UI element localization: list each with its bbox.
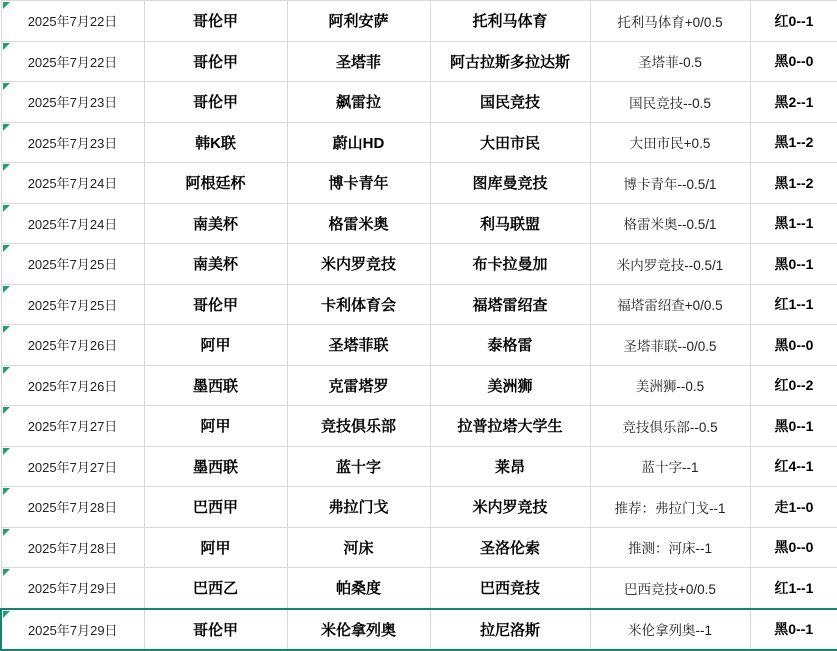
cell-league: 墨西联 — [144, 365, 287, 406]
cell-result: 黑0--1 — [750, 244, 837, 285]
cell-recommendation: 竞技俱乐部--0.5 — [590, 406, 750, 447]
cell-recommendation: 推测：河床--1 — [590, 527, 750, 568]
cell-league: 巴西甲 — [144, 487, 287, 528]
cell-away-team: 国民竞技 — [430, 82, 590, 123]
cell-date: 2025年7月22日 — [1, 41, 144, 82]
cell-away-team: 美洲狮 — [430, 365, 590, 406]
cell-away-team: 阿古拉斯多拉达斯 — [430, 41, 590, 82]
cell-away-team: 利马联盟 — [430, 203, 590, 244]
cell-away-team: 圣洛伦索 — [430, 527, 590, 568]
cell-date: 2025年7月26日 — [1, 365, 144, 406]
cell-league: 哥伦甲 — [144, 284, 287, 325]
cell-recommendation: 格雷米奥--0.5/1 — [590, 203, 750, 244]
cell-result: 黑0--1 — [750, 406, 837, 447]
cell-league: 哥伦甲 — [144, 609, 287, 651]
table-row[interactable] — [1, 446, 837, 487]
cell-home-team: 阿利安萨 — [287, 1, 430, 42]
cell-recommendation: 米内罗竞技--0.5/1 — [590, 244, 750, 285]
table-row[interactable] — [1, 284, 837, 325]
cell-away-team: 拉尼洛斯 — [430, 609, 590, 651]
cell-league: 阿甲 — [144, 406, 287, 447]
table-row[interactable] — [1, 527, 837, 568]
table-row[interactable] — [1, 122, 837, 163]
cell-league: 哥伦甲 — [144, 1, 287, 42]
cell-result: 红0--2 — [750, 365, 837, 406]
cell-league: 南美杯 — [144, 203, 287, 244]
cell-home-team: 帕桑度 — [287, 568, 430, 609]
cell-date: 2025年7月22日 — [1, 1, 144, 42]
cell-date: 2025年7月27日 — [1, 406, 144, 447]
cell-home-team: 克雷塔罗 — [287, 365, 430, 406]
table-row-selected[interactable] — [1, 609, 837, 651]
cell-home-team: 蓝十字 — [287, 446, 430, 487]
cell-result: 黑0--0 — [750, 527, 837, 568]
cell-date: 2025年7月29日 — [1, 609, 144, 651]
cell-league: 墨西联 — [144, 446, 287, 487]
cell-date: 2025年7月28日 — [1, 487, 144, 528]
cell-recommendation: 圣塔菲-0.5 — [590, 41, 750, 82]
cell-home-team: 圣塔菲联 — [287, 325, 430, 366]
cell-home-team: 圣塔菲 — [287, 41, 430, 82]
cell-league: 阿根廷杯 — [144, 163, 287, 204]
table-row[interactable] — [1, 406, 837, 447]
cell-home-team: 米伦拿列奥 — [287, 609, 430, 651]
cell-recommendation: 福塔雷绍查+0/0.5 — [590, 284, 750, 325]
cell-league: 哥伦甲 — [144, 82, 287, 123]
cell-recommendation: 博卡青年--0.5/1 — [590, 163, 750, 204]
cell-away-team: 拉普拉塔大学生 — [430, 406, 590, 447]
cell-recommendation: 大田市民+0.5 — [590, 122, 750, 163]
cell-date: 2025年7月23日 — [1, 82, 144, 123]
cell-result: 红1--1 — [750, 284, 837, 325]
cell-result: 红0--1 — [750, 1, 837, 42]
cell-result: 黑0--1 — [750, 609, 837, 651]
cell-date: 2025年7月24日 — [1, 203, 144, 244]
cell-league: 韩K联 — [144, 122, 287, 163]
cell-league: 阿甲 — [144, 527, 287, 568]
cell-result: 黑2--1 — [750, 82, 837, 123]
cell-away-team: 托利马体育 — [430, 1, 590, 42]
cell-away-team: 巴西竞技 — [430, 568, 590, 609]
table-row[interactable] — [1, 203, 837, 244]
cell-home-team: 米内罗竞技 — [287, 244, 430, 285]
table-row[interactable] — [1, 568, 837, 609]
cell-away-team: 米内罗竞技 — [430, 487, 590, 528]
cell-away-team: 福塔雷绍查 — [430, 284, 590, 325]
cell-recommendation: 巴西竞技+0/0.5 — [590, 568, 750, 609]
cell-recommendation: 米伦拿列奥--1 — [590, 609, 750, 651]
cell-result: 红1--1 — [750, 568, 837, 609]
table-row[interactable] — [1, 41, 837, 82]
cell-date: 2025年7月26日 — [1, 325, 144, 366]
cell-result: 红4--1 — [750, 446, 837, 487]
table-row[interactable] — [1, 325, 837, 366]
cell-date: 2025年7月29日 — [1, 568, 144, 609]
cell-home-team: 弗拉门戈 — [287, 487, 430, 528]
table-row[interactable] — [1, 365, 837, 406]
cell-result: 黑0--0 — [750, 41, 837, 82]
table-row[interactable] — [1, 82, 837, 123]
cell-league: 阿甲 — [144, 325, 287, 366]
cell-result: 走1--0 — [750, 487, 837, 528]
cell-recommendation: 推荐：弗拉门戈--1 — [590, 487, 750, 528]
cell-date: 2025年7月27日 — [1, 446, 144, 487]
cell-league: 南美杯 — [144, 244, 287, 285]
cell-recommendation: 圣塔菲联--0/0.5 — [590, 325, 750, 366]
cell-date: 2025年7月25日 — [1, 244, 144, 285]
cell-result: 黑1--2 — [750, 122, 837, 163]
cell-home-team: 博卡青年 — [287, 163, 430, 204]
cell-home-team: 飙雷拉 — [287, 82, 430, 123]
cell-result: 黑1--1 — [750, 203, 837, 244]
cell-away-team: 莱昂 — [430, 446, 590, 487]
cell-away-team: 泰格雷 — [430, 325, 590, 366]
cell-date: 2025年7月24日 — [1, 163, 144, 204]
cell-home-team: 竞技俱乐部 — [287, 406, 430, 447]
table-row[interactable] — [1, 163, 837, 204]
cell-home-team: 蔚山HD — [287, 122, 430, 163]
cell-date: 2025年7月28日 — [1, 527, 144, 568]
cell-recommendation: 蓝十字--1 — [590, 446, 750, 487]
table-row[interactable] — [1, 1, 837, 42]
cell-home-team: 河床 — [287, 527, 430, 568]
cell-recommendation: 国民竞技--0.5 — [590, 82, 750, 123]
cell-league: 哥伦甲 — [144, 41, 287, 82]
cell-home-team: 格雷米奥 — [287, 203, 430, 244]
cell-date: 2025年7月25日 — [1, 284, 144, 325]
cell-away-team: 布卡拉曼加 — [430, 244, 590, 285]
table-row[interactable] — [1, 244, 837, 285]
cell-result: 黑1--2 — [750, 163, 837, 204]
cell-date: 2025年7月23日 — [1, 122, 144, 163]
cell-home-team: 卡利体育会 — [287, 284, 430, 325]
table-body — [1, 1, 837, 651]
cell-result: 黑0--0 — [750, 325, 837, 366]
table-row[interactable] — [1, 487, 837, 528]
cell-recommendation: 美洲狮--0.5 — [590, 365, 750, 406]
cell-recommendation: 托利马体育+0/0.5 — [590, 1, 750, 42]
cell-league: 巴西乙 — [144, 568, 287, 609]
cell-away-team: 图库曼竞技 — [430, 163, 590, 204]
cell-away-team: 大田市民 — [430, 122, 590, 163]
